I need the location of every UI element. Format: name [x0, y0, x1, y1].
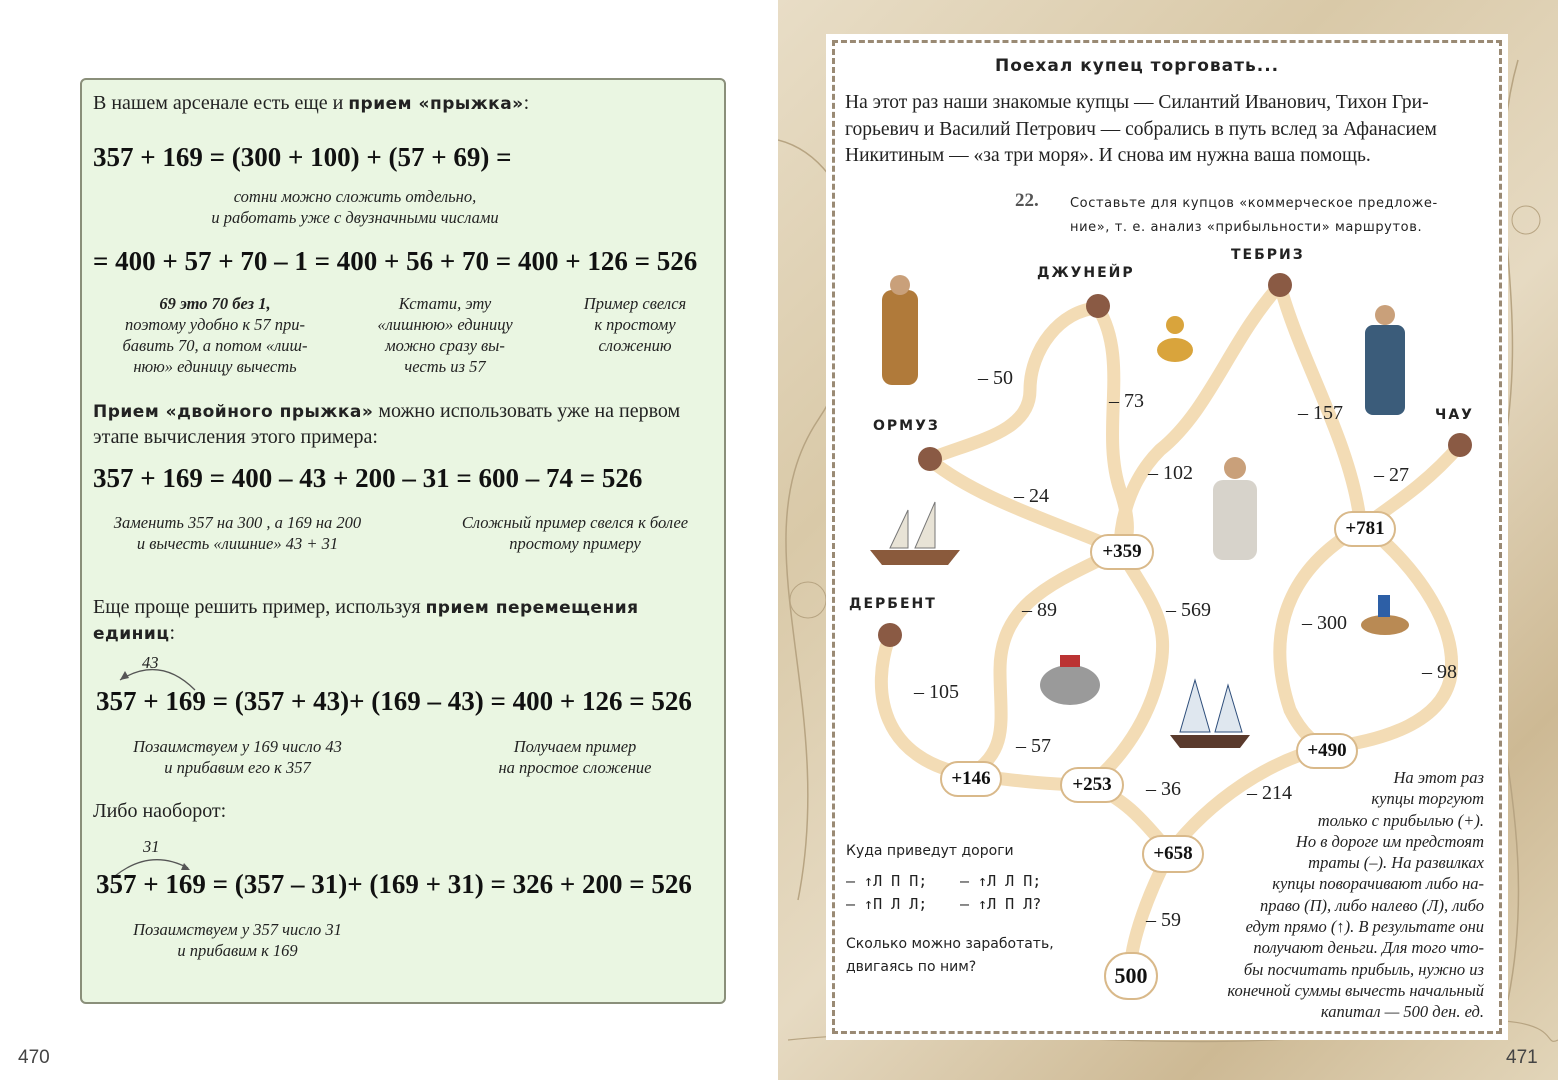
note-2a-line: бавить 70, а потом «лиш-	[122, 336, 308, 355]
note-3a	[85, 512, 390, 554]
gain-badge: +490	[1296, 733, 1358, 769]
task-text	[1070, 192, 1438, 240]
equation-5: 357 + 169 = (357 – 31)+ (169 + 31) = 326 + 200 = 526	[96, 869, 692, 899]
city-derbent: ДЕРБЕНТ	[849, 596, 937, 612]
note-1	[195, 186, 515, 228]
question-2-line: Сколько можно заработать,	[846, 936, 1054, 952]
city-djuneyr: ДЖУНЕЙР	[1037, 265, 1135, 281]
simpler-line-2	[93, 622, 175, 645]
road-djuneyr-ormuz	[940, 308, 1098, 455]
task-line: ние», т. е. анализ «прибыльности» маршрутов.	[1070, 220, 1423, 235]
note-2b	[350, 293, 540, 377]
double-jump-term: Прием «двойного прыжка»	[93, 402, 374, 422]
city-tebriz: ТЕБРИЗ	[1231, 247, 1305, 263]
side-note-line: капитал — 500 ден. ед.	[1320, 1002, 1484, 1022]
city-node-ormuz	[918, 447, 942, 471]
left-page	[0, 0, 778, 1080]
note-3a-line: и вычесть «лишние» 43 + 31	[136, 534, 339, 553]
side-note-line: конечной суммы вычесть начальный	[1227, 980, 1484, 1000]
cost-label: – 214	[1247, 782, 1292, 804]
side-note-line: купцы торгуют	[1371, 789, 1484, 809]
city-node-chau	[1448, 433, 1472, 457]
route-option: — ↑П Л Л;	[846, 895, 928, 913]
russian-merchant-icon	[1213, 457, 1257, 560]
note-2b-line: можно сразу вы-	[385, 336, 505, 355]
gain-badge: +359	[1090, 534, 1154, 570]
city-chau: ЧАУ	[1435, 407, 1474, 423]
cost-label: – 73	[1109, 390, 1144, 412]
question-2	[846, 933, 1054, 979]
intro-line	[93, 92, 529, 115]
note-4b	[480, 736, 670, 778]
note-2a-line: нюю» единицу вычесть	[133, 357, 297, 376]
task-number: 22.	[1015, 190, 1039, 211]
side-note-line: На этот раз	[1393, 768, 1484, 787]
equation-1: 357 + 169 = (300 + 100) + (57 + 69) =	[93, 142, 512, 172]
gain-badge: +781	[1334, 511, 1396, 547]
road-359-253	[1090, 550, 1163, 785]
city-node-derbent	[878, 623, 902, 647]
cost-label: – 98	[1422, 661, 1457, 683]
note-4b-line: на простое сложение	[498, 758, 652, 777]
note-2b-line: честь из 57	[404, 357, 486, 376]
double-jump-rest: можно использовать уже на первом	[373, 400, 681, 422]
gain-badge: +146	[940, 761, 1002, 797]
transfer-technique-term: прием перемещения	[425, 598, 639, 618]
buddha-statue-icon	[1157, 316, 1193, 362]
page-title: Поехал купец торговать...	[995, 56, 1280, 76]
side-note-line: только с прибылью (+).	[1317, 810, 1484, 830]
side-note	[1180, 767, 1484, 1023]
frigate-ship-icon	[1170, 680, 1250, 748]
equation-3: 357 + 169 = 400 – 43 + 200 – 31 = 600 – 74 = 526	[93, 463, 643, 493]
note-1-line-1: сотни можно сложить отдельно,	[233, 187, 477, 206]
cost-label: – 36	[1146, 778, 1181, 800]
simpler-text: Еще проще решить пример, используя	[93, 596, 426, 618]
arrow-1-label: 43	[142, 653, 159, 672]
road-781-490-right	[1325, 525, 1452, 748]
gain-badge: +658	[1142, 835, 1204, 873]
route-option: — ↑Л Л П;	[960, 872, 1042, 890]
route-option: — ↑Л П Л?	[960, 895, 1042, 913]
note-4a-line: и прибавим его к 357	[164, 758, 311, 777]
intro-text: В нашем арсенале есть еще и	[93, 92, 349, 114]
note-2b-line: Кстати, эту	[398, 294, 492, 313]
page-number-left: 470	[18, 1047, 50, 1068]
note-2c-line: Пример свелся	[583, 294, 687, 313]
cost-label: – 57	[1016, 735, 1051, 757]
page-number-right: 471	[1506, 1047, 1538, 1068]
note-4b-line: Получаем пример	[513, 737, 637, 756]
note-5-line: и прибавим к 169	[177, 941, 298, 960]
right-intro-line: На этот раз наши знакомые купцы — Силантий Иванович, Тихон Гри-	[845, 92, 1429, 113]
cost-label: – 50	[978, 367, 1013, 389]
question-2-line: двигаясь по ним?	[846, 959, 977, 975]
city-node-djuneyr	[1086, 294, 1110, 318]
task-line: Составьте для купцов «коммерческое предложе-	[1070, 196, 1438, 211]
side-note-line: едут прямо (↑). В результате они	[1245, 917, 1484, 937]
road-781-490-left	[1280, 525, 1365, 748]
camel-rider-icon	[1361, 595, 1409, 635]
cost-label: – 24	[1014, 485, 1049, 507]
note-2a	[100, 293, 330, 377]
equation-2: = 400 + 57 + 70 – 1 = 400 + 56 + 70 = 400 + 126 = 526	[93, 246, 698, 276]
note-4a-line: Позаимствуем у 169 число 43	[133, 737, 342, 756]
transfer-technique-term-2: единиц	[93, 624, 170, 644]
city-node-tebriz	[1268, 273, 1292, 297]
note-2b-line: «лишнюю» единицу	[377, 315, 513, 334]
arrow-2-label: 31	[143, 837, 160, 856]
side-note-line: бы посчитать прибыль, нужно из	[1243, 959, 1484, 979]
note-2c-line: сложению	[598, 336, 672, 355]
merchant-figure-icon	[882, 275, 918, 385]
cost-label: – 102	[1148, 462, 1193, 484]
cost-label: – 27	[1374, 464, 1409, 486]
side-note-line: траты (–). На развилках	[1308, 853, 1484, 873]
note-3b-line: Сложный пример свелся к более	[461, 513, 689, 532]
or-reverse: Либо наоборот:	[93, 800, 227, 822]
double-jump-line-1	[93, 400, 680, 423]
side-note-line: купцы поворачивают либо на-	[1272, 874, 1484, 894]
note-5-line: Позаимствуем у 357 число 31	[133, 920, 342, 939]
note-5	[110, 919, 365, 961]
cost-label: – 105	[914, 681, 959, 703]
right-intro-line: горьевич и Василий Петрович — собрались в путь вслед за Афанасием	[845, 118, 1437, 140]
question-title: Куда приведут дороги	[846, 843, 1014, 859]
note-2c	[560, 293, 710, 356]
right-intro	[845, 90, 1437, 170]
cost-label: – 569	[1166, 599, 1211, 621]
double-jump-line-2: этапе вычисления этого примера:	[93, 426, 378, 448]
equation-4: 357 + 169 = (357 + 43)+ (169 – 43) = 400 + 126 = 526	[96, 686, 692, 716]
start-capital-badge: 500	[1104, 952, 1158, 1000]
simpler-line-1	[93, 596, 639, 619]
cost-label: – 89	[1022, 599, 1057, 621]
side-note-line: Но в дороге им предстоят	[1295, 831, 1484, 851]
note-4a	[110, 736, 365, 778]
cost-label: – 300	[1302, 612, 1347, 634]
intro-colon: :	[523, 92, 530, 114]
road-derbent-146	[881, 635, 970, 775]
note-3b-line: простому примеру	[509, 534, 641, 553]
side-note-line: получают деньги. Для того что-	[1253, 938, 1484, 958]
note-3b	[440, 512, 710, 554]
jump-technique-term: прием «прыжка»	[348, 94, 524, 114]
city-ormuz: ОРМУЗ	[873, 418, 940, 434]
note-2a-line: 69 это 70 без 1,	[159, 294, 271, 313]
cost-label: – 59	[1146, 909, 1181, 931]
gain-badge: +253	[1060, 767, 1124, 803]
route-option: — ↑Л П П;	[846, 872, 928, 890]
side-note-line: право (П), либо налево (Л), либо	[1260, 895, 1484, 915]
note-3a-line: Заменить 357 на 300 , а 169 на 200	[113, 513, 362, 532]
right-intro-line: Никитиным — «за три моря». И снова им нужна ваша помощь.	[845, 145, 1371, 166]
sailing-ship-icon	[870, 502, 960, 565]
simpler-colon: :	[169, 622, 175, 644]
note-2a-line: поэтому удобно к 57 при-	[124, 315, 306, 334]
traveler-figure-icon	[1365, 305, 1405, 415]
note-2c-line: к простому	[594, 315, 676, 334]
cost-label: – 157	[1298, 402, 1343, 424]
elephant-icon	[1040, 655, 1100, 705]
note-1-line-2: и работать уже с двузначными числами	[211, 208, 499, 227]
